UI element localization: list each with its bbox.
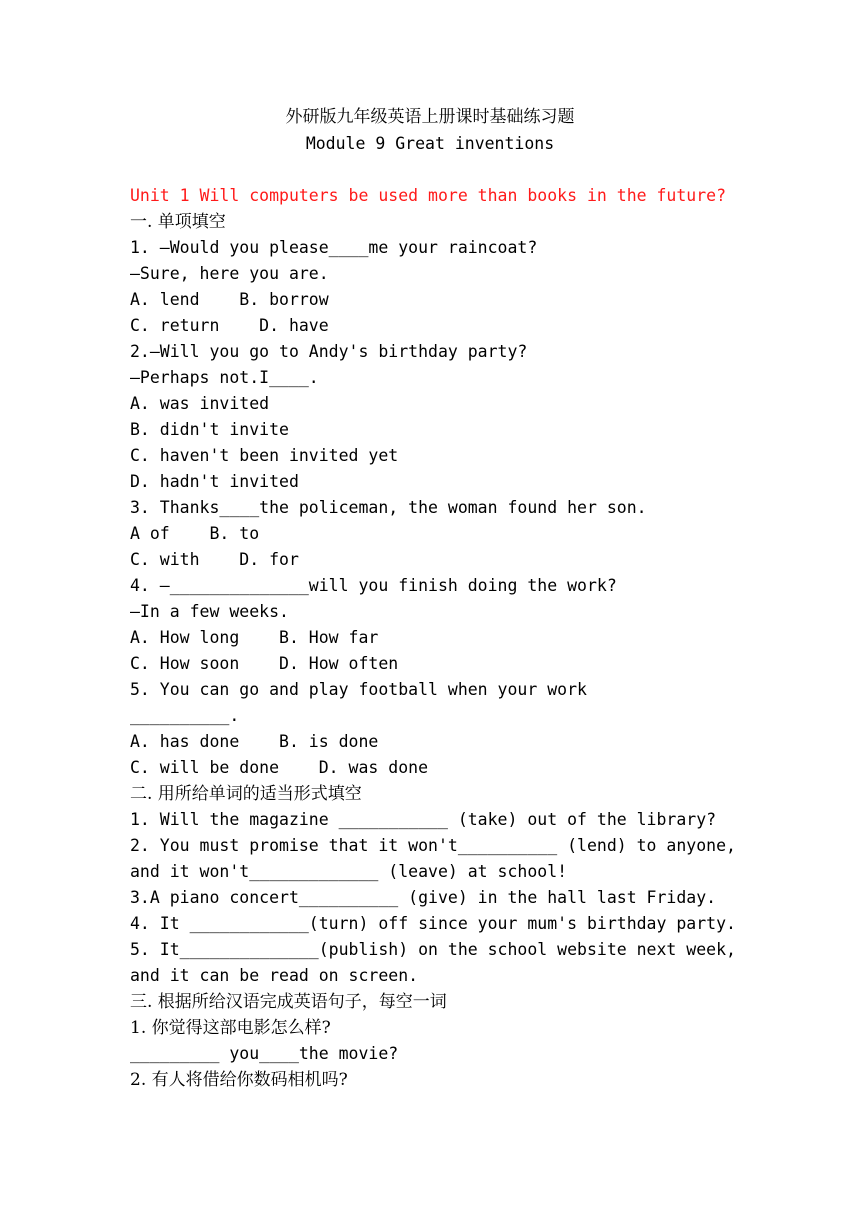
translate-question-1: 1. 你觉得这部电影怎么样? bbox=[130, 1018, 331, 1038]
question-5-blank: __________. bbox=[130, 706, 240, 725]
unit-title: Unit 1 Will computers be used more than books in the future? bbox=[130, 186, 727, 205]
fill-question-2-cont: and it won't_____________ (leave) at school! bbox=[130, 862, 568, 881]
options-line: A. has done B. is done bbox=[130, 732, 379, 751]
document-title: 外研版九年级英语上册课时基础练习题 bbox=[285, 107, 575, 127]
options-line: A. How long B. How far bbox=[130, 628, 379, 647]
options-line: C. return D. have bbox=[130, 316, 329, 335]
options-line: C. haven't been invited yet bbox=[130, 446, 399, 465]
section-heading-3: 三. 根据所给汉语完成英语句子，每空一词 bbox=[130, 992, 447, 1012]
module-title: Module 9 Great inventions bbox=[305, 134, 555, 153]
options-line: A. was invited bbox=[130, 394, 270, 413]
question-4: 4. —______________will you finish doing the work? bbox=[130, 576, 617, 595]
translate-answer-1: _________ you____the movie? bbox=[130, 1044, 399, 1063]
options-line: A. lend B. borrow bbox=[130, 290, 329, 309]
question-1: 1. —Would you please____me your raincoat? bbox=[130, 238, 538, 257]
translate-question-2: 2. 有人将借给你数码相机吗? bbox=[130, 1070, 348, 1090]
question-2: 2.—Will you go to Andy's birthday party? bbox=[130, 342, 528, 361]
options-line: A of B. to bbox=[130, 524, 260, 543]
answer-line: —Perhaps not.I____. bbox=[130, 368, 319, 387]
fill-question-5-cont: and it can be read on screen. bbox=[130, 966, 419, 985]
fill-question-4: 4. It ____________(turn) off since your mum's birthday party. bbox=[130, 914, 736, 933]
section-heading-2: 二. 用所给单词的适当形式填空 bbox=[130, 784, 362, 804]
options-line: C. with D. for bbox=[130, 550, 299, 569]
fill-question-5: 5. It______________(publish) on the school website next week, bbox=[130, 940, 736, 959]
fill-question-1: 1. Will the magazine ___________ (take) out of the library? bbox=[130, 810, 717, 829]
options-line: C. How soon D. How often bbox=[130, 654, 399, 673]
section-heading-1: 一. 单项填空 bbox=[130, 212, 226, 232]
answer-line: —In a few weeks. bbox=[130, 602, 289, 621]
answer-line: —Sure, here you are. bbox=[130, 264, 329, 283]
options-line: D. hadn't invited bbox=[130, 472, 299, 491]
fill-question-3: 3.A piano concert__________ (give) in the hall last Friday. bbox=[130, 888, 717, 907]
question-5: 5. You can go and play football when your work bbox=[130, 680, 587, 699]
fill-question-2: 2. You must promise that it won't__________ (lend) to anyone, bbox=[130, 836, 736, 855]
question-3: 3. Thanks____the policeman, the woman found her son. bbox=[130, 498, 647, 517]
options-line: B. didn't invite bbox=[130, 420, 289, 439]
options-line: C. will be done D. was done bbox=[130, 758, 429, 777]
